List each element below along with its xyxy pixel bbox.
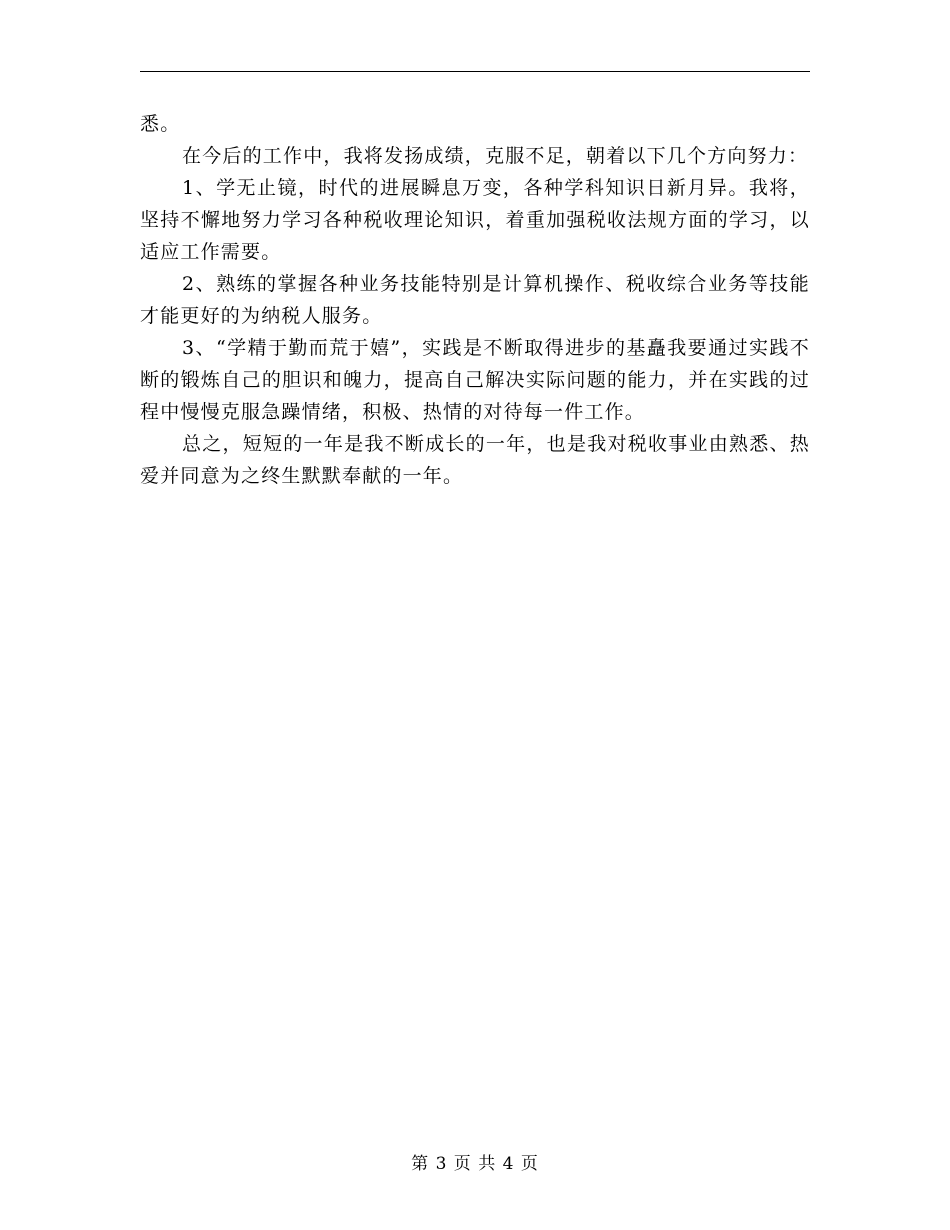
paragraph-item-3: 3、“学精于勤而荒于嬉”，实践是不断取得进步的基矗我要通过实践不断的锻炼自己的胆识和魄力，提高自己解决实际问题的能力，并在实践的过程中慢慢克服急躁情绪，积极、热情的对待每一件工作。 (140, 337, 810, 423)
body-text (140, 108, 810, 492)
page-number-footer: 第 3 页 共 4 页 (411, 1154, 539, 1174)
paragraph-continuation: 悉。 (140, 113, 181, 135)
header-rule (140, 71, 810, 72)
paragraph-intro: 在今后的工作中，我将发扬成绩，克服不足，朝着以下几个方向努力： (182, 145, 809, 167)
paragraph-item-2: 2、熟练的掌握各种业务技能特别是计算机操作、税收综合业务等技能才能更好的为纳税人服务。 (140, 273, 810, 327)
paragraph-item-1: 1、学无止镜，时代的进展瞬息万变，各种学科知识日新月异。我将，坚持不懈地努力学习各种税收理论知识，着重加强税收法规方面的学习，以适应工作需要。 (140, 177, 810, 263)
paragraph-conclusion: 总之，短短的一年是我不断成长的一年，也是我对税收事业由熟悉、热爱并同意为之终生默默奉献的一年。 (140, 433, 810, 487)
